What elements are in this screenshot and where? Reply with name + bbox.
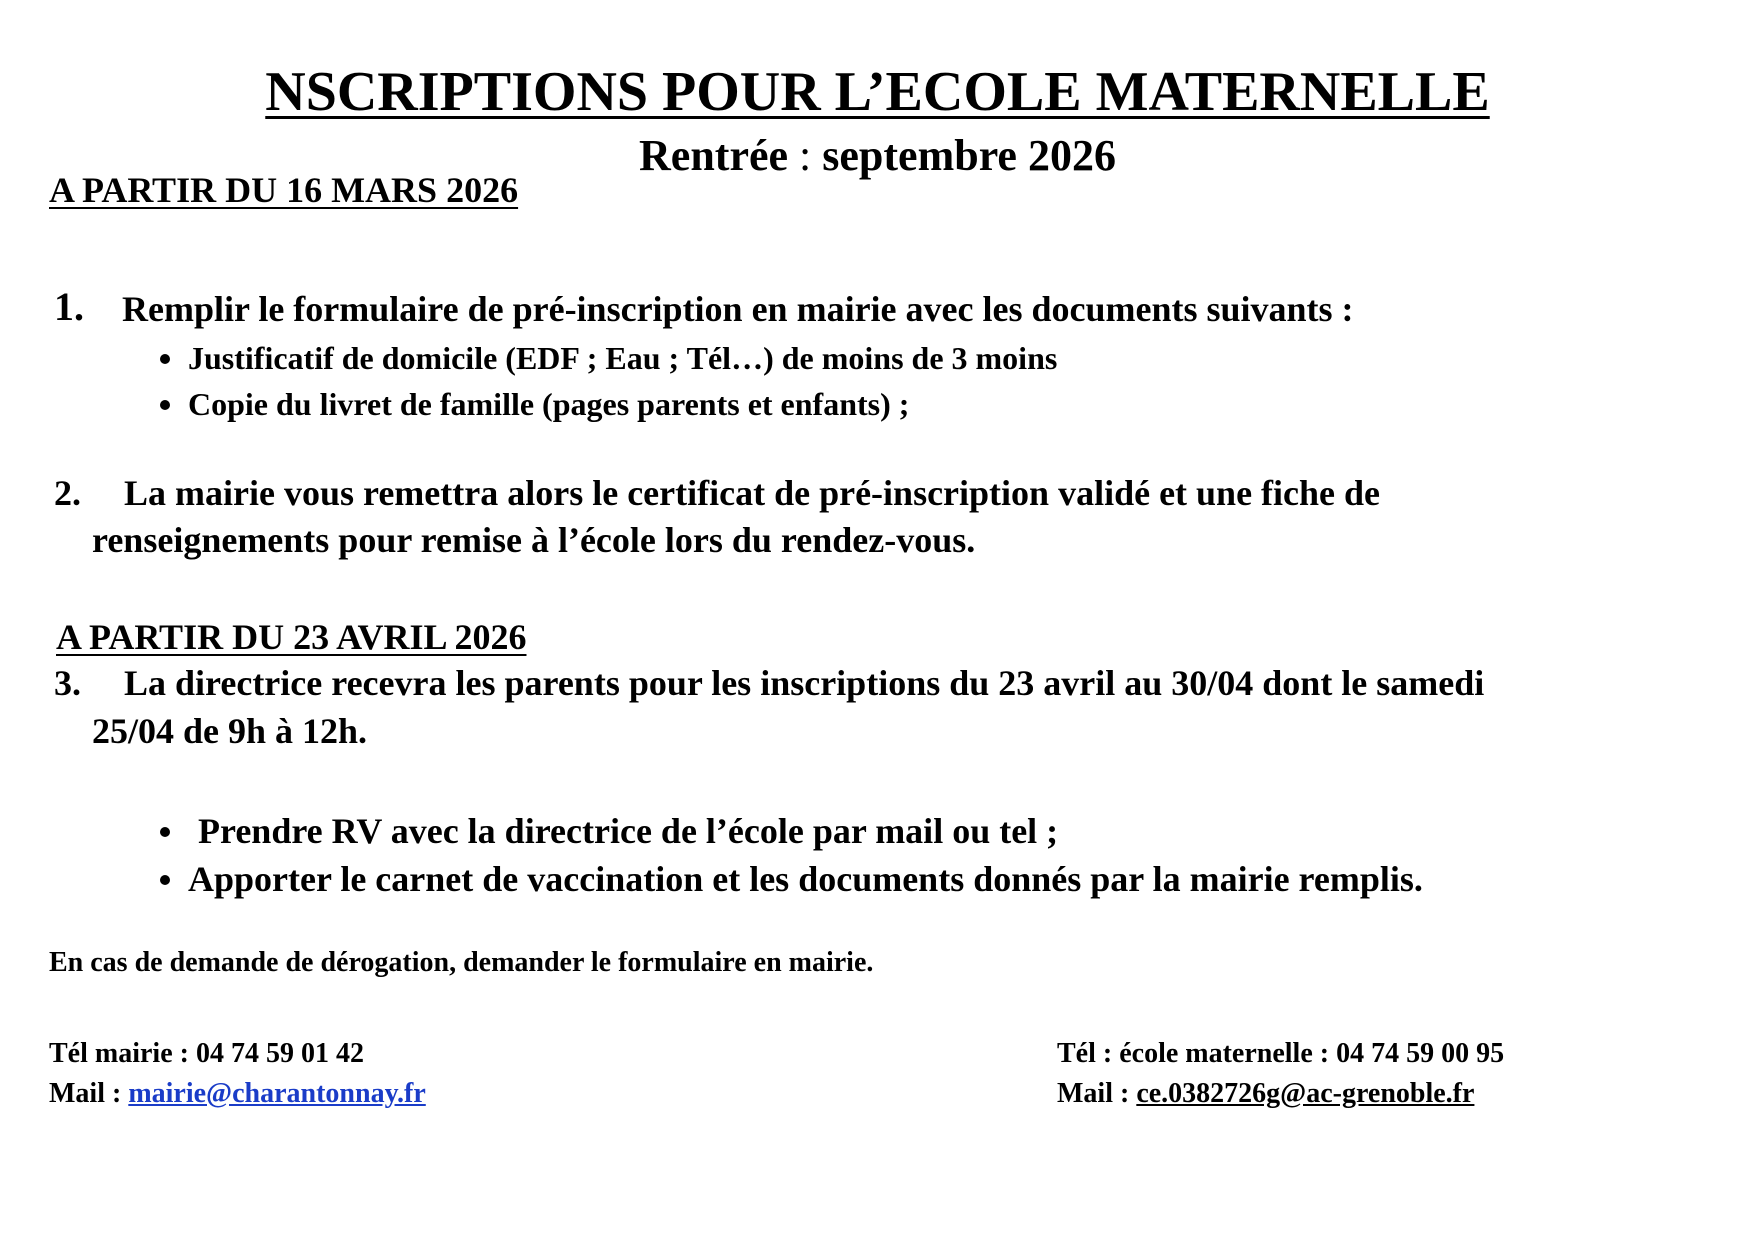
bullet-icon	[160, 827, 170, 837]
list-item	[160, 338, 1057, 378]
page-title	[0, 58, 1755, 126]
bullet-icon	[160, 875, 170, 885]
ecole-phone: Tél : école maternelle : 04 74 59 00 95	[1057, 1038, 1505, 1069]
list-item-text: Apporter le carnet de vaccination et les documents donnés par la mairie remplis.	[188, 859, 1423, 899]
mairie-phone: Tél mairie : 04 74 59 01 42	[49, 1038, 364, 1069]
mairie-mail-row	[49, 1076, 426, 1112]
list-item	[160, 384, 909, 424]
ecole-mail-label: Mail :	[1057, 1078, 1130, 1109]
step-2-line-2: renseignements pour remise à l’école lors du rendez-vous.	[92, 520, 976, 560]
step-3-line-1: La directrice recevra les parents pour les inscriptions du 23 avril au 30/04 dont le samedi	[124, 663, 1485, 703]
subtitle-right: septembre 2026	[822, 131, 1116, 180]
list-item-text: Copie du livret de famille (pages parents et enfants) ;	[188, 386, 910, 422]
section-heading-march: A PARTIR DU 16 MARS 2026	[49, 170, 519, 210]
ecole-email-link[interactable]: ce.0382726g@ac-grenoble.fr	[1136, 1078, 1475, 1109]
step-2-number: 2.	[54, 473, 81, 513]
mairie-mail-label: Mail :	[49, 1078, 122, 1109]
ecole-mail-row	[1057, 1076, 1474, 1112]
list-item-text: Justificatif de domicile (EDF ; Eau ; Tél…) de moins de 3 moins	[188, 340, 1058, 376]
bullet-icon	[160, 354, 170, 364]
step-1-number: 1.	[54, 284, 84, 329]
subtitle-colon: :	[799, 131, 812, 180]
step-1-text: Remplir le formulaire de pré-inscription en mairie avec les documents suivants :	[122, 289, 1354, 329]
list-item	[160, 855, 1423, 903]
step-2-line-1: La mairie vous remettra alors le certificat de pré-inscription validé et une fiche de	[124, 473, 1381, 513]
bullet-icon	[160, 400, 170, 410]
step-3-number: 3.	[54, 663, 81, 703]
list-item	[160, 807, 1058, 855]
step-3-line-2: 25/04 de 9h à 12h.	[92, 711, 368, 751]
mairie-email-link[interactable]: mairie@charantonnay.fr	[128, 1078, 426, 1109]
subtitle-left: Rentrée	[639, 131, 789, 180]
section-heading-april: A PARTIR DU 23 AVRIL 2026	[56, 617, 527, 657]
derogation-note: En cas de demande de dérogation, demander le formulaire en mairie.	[49, 947, 874, 978]
page-title-text: NSCRIPTIONS POUR L’ECOLE MATERNELLE	[265, 61, 1490, 123]
list-item-text: Prendre RV avec la directrice de l’école par mail ou tel ;	[198, 811, 1059, 851]
